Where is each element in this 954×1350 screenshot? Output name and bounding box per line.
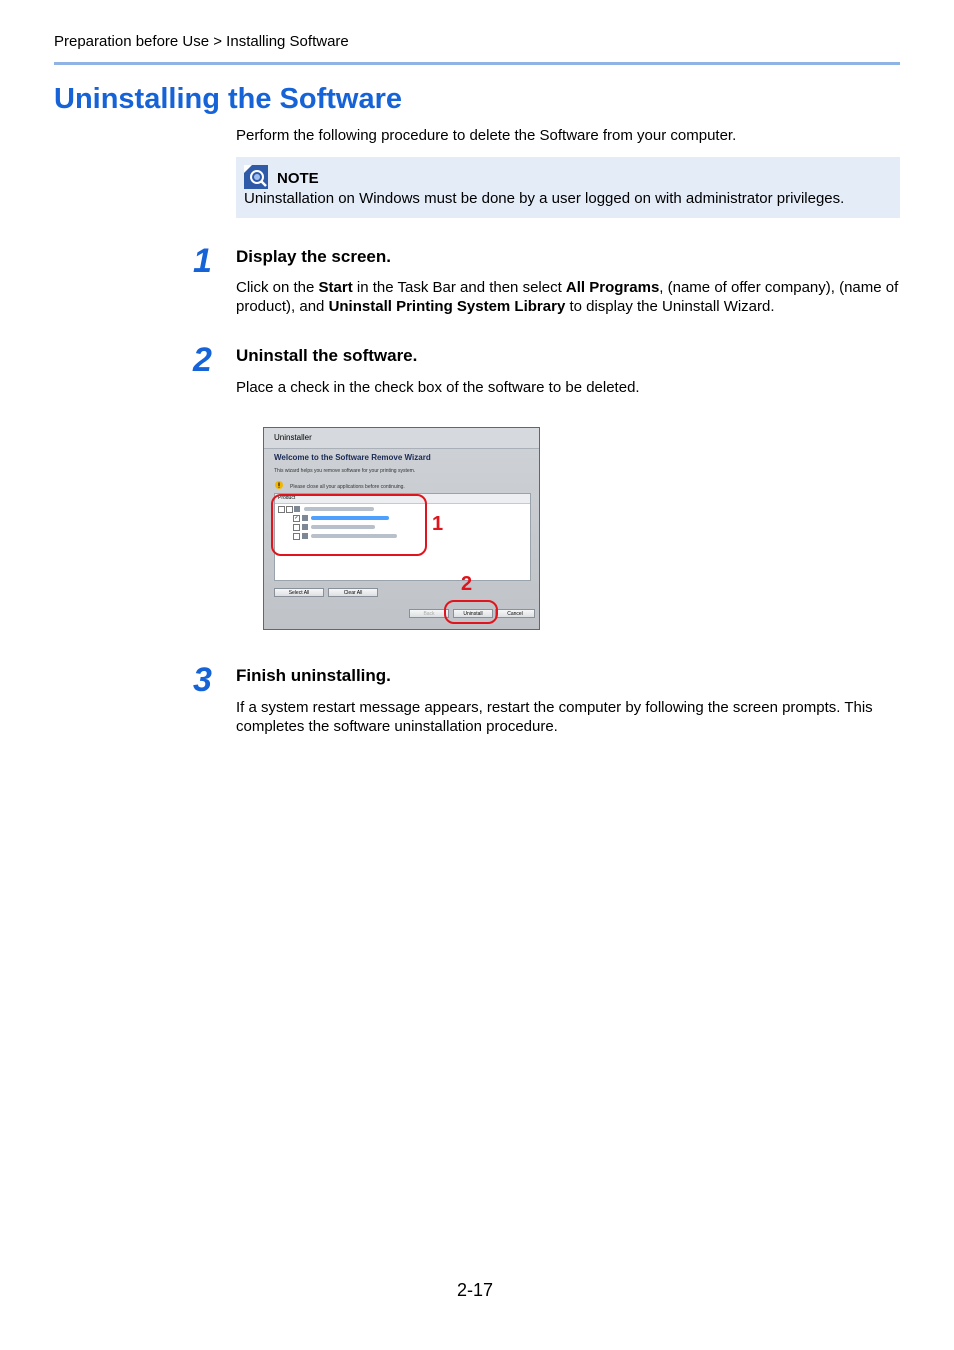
- step-1-text-b: in the Task Bar and then select: [352, 279, 566, 296]
- note-text: Uninstallation on Windows must be done by a user logged on with administrator privileges.: [244, 190, 845, 207]
- note-magnifier-icon: [244, 165, 268, 189]
- note-label: NOTE: [277, 170, 319, 187]
- product-column-label: Product: [278, 495, 296, 501]
- page-number: 2-17: [457, 1280, 494, 1300]
- wizard-description: This wizard helps you remove software for your printing system.: [274, 468, 416, 474]
- step-3-body: If a system restart message appears, restart the computer by following the screen prompts. This completes the software uninstallation procedure.: [236, 699, 873, 735]
- note-box: [236, 157, 900, 218]
- page-title: Uninstalling the Software: [54, 83, 403, 115]
- start-label: Start: [318, 279, 353, 296]
- warning-icon: [275, 481, 283, 489]
- step-3-title: Finish uninstalling.: [236, 666, 391, 685]
- select-all-button[interactable]: Select All: [274, 588, 324, 597]
- callout-1-highlight: [271, 494, 427, 556]
- callout-2-highlight: [444, 600, 498, 624]
- cancel-button[interactable]: Cancel: [495, 609, 535, 618]
- window-title: Uninstaller: [274, 433, 312, 442]
- wizard-heading: Welcome to the Software Remove Wizard: [274, 453, 431, 462]
- window-title-bar: [264, 428, 539, 449]
- back-button[interactable]: Back: [409, 609, 449, 618]
- step-1-text-a: Click on the: [236, 279, 319, 296]
- callout-2-number: 2: [461, 573, 473, 595]
- step-2-title: Uninstall the software.: [236, 346, 418, 365]
- uninstall-library-label: Uninstall Printing System Library: [328, 298, 566, 315]
- step-2-number: 2: [193, 341, 212, 379]
- clear-all-button[interactable]: Clear All: [328, 588, 378, 597]
- step-1-text-c: , (name of offer company), (name of product), and: [236, 279, 899, 315]
- all-programs-label: All Programs: [565, 279, 660, 296]
- intro-text: Perform the following procedure to delete the Software from your computer.: [236, 127, 737, 144]
- step-1-text-d: to display the Uninstall Wizard.: [565, 298, 775, 315]
- step-1-number: 1: [193, 242, 212, 280]
- callout-1-number: 1: [432, 513, 444, 535]
- uninstall-button[interactable]: Uninstall: [453, 609, 493, 618]
- breadcrumb: Preparation before Use > Installing Software: [54, 33, 349, 50]
- step-1-body: [236, 278, 900, 316]
- step-2-body: Place a check in the check box of the software to be deleted.: [236, 379, 640, 396]
- header-rule: [54, 62, 900, 65]
- step-3-number: 3: [193, 661, 212, 699]
- warning-text: Please close all your applications before continuing.: [290, 484, 405, 490]
- checkbox-checked[interactable]: ✓: [294, 515, 299, 521]
- step-1-title: Display the screen.: [236, 247, 391, 266]
